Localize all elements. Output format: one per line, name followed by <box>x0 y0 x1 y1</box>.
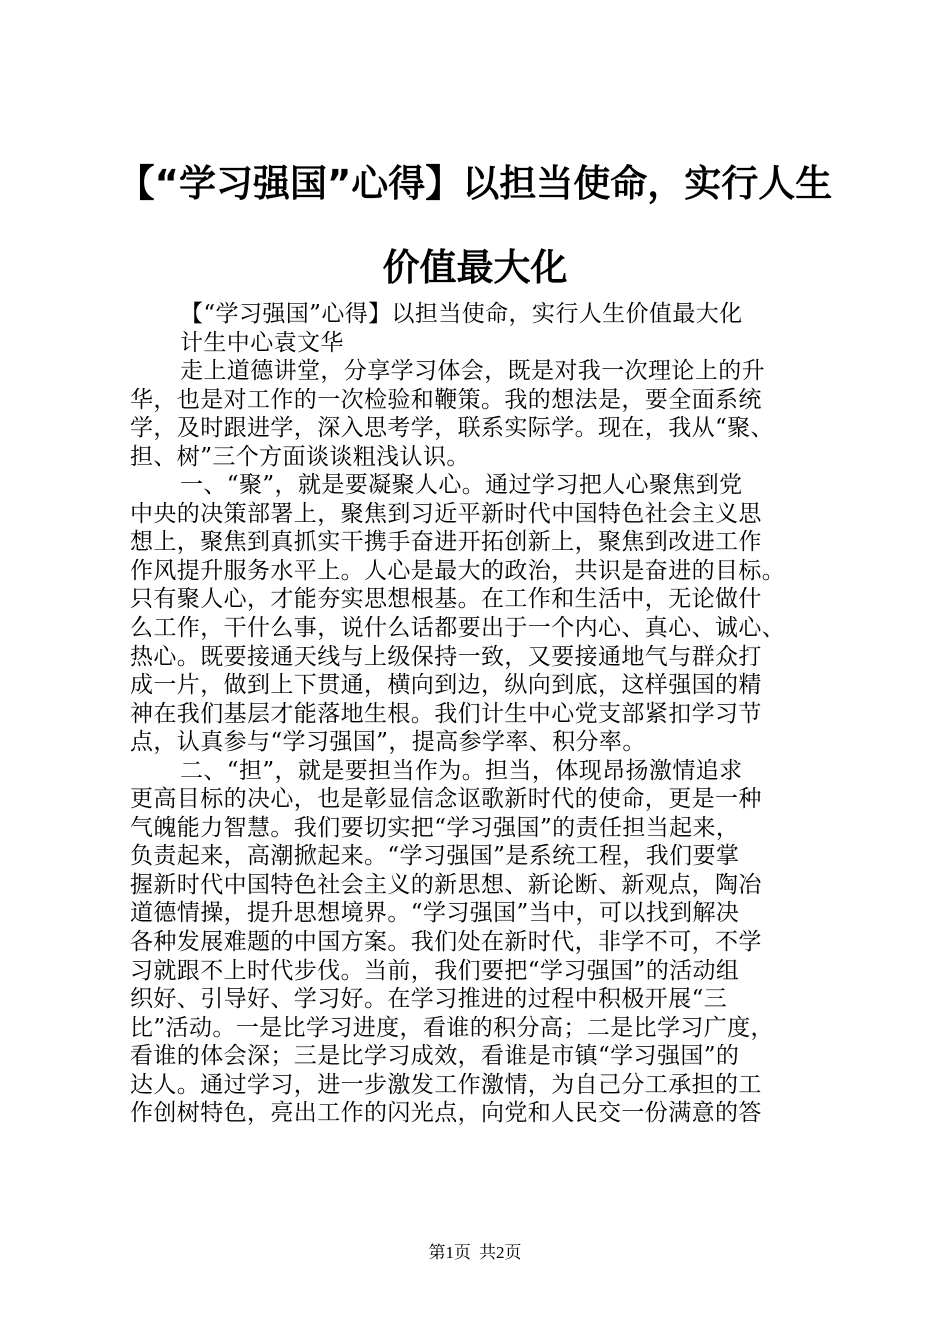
body-line: 华，也是对工作的一次检验和鞭策。我的想法是，要全面系统 <box>130 386 762 413</box>
body-line: 习就跟不上时代步伐。当前，我们要把“学习强国”的活动组 <box>130 957 740 984</box>
body-line: 作创树特色，亮出工作的闪光点，向党和人民交一份满意的答 <box>130 1100 762 1127</box>
body-line: 作风提升服务水平上。人心是最大的政治，共识是奋进的目标。 <box>130 557 786 584</box>
body-line: 中央的决策部署上，聚焦到习近平新时代中国特色社会主义思 <box>130 500 762 527</box>
body-line: 握新时代中国特色社会主义的新思想、新论断、新观点，陶冶 <box>130 871 762 898</box>
body-line: 神在我们基层才能落地生根。我们计生中心党支部紧扣学习节 <box>130 700 762 727</box>
body-line: 二、“担”，就是要担当作为。担当，体现昂扬激情追求 <box>180 757 743 784</box>
document-title-line-1: 【“学习强国”心得】以担当使命，实行人生 <box>117 162 833 205</box>
body-line: 热心。既要接通天线与上级保持一致，又要接通地气与群众打 <box>130 643 762 670</box>
body-line: 道德情操，提升思想境界。“学习强国”当中，可以找到解决 <box>130 900 740 927</box>
page-number: 第1页 <box>428 1243 471 1262</box>
body-line: 想上，聚焦到真抓实干携手奋进开拓创新上，聚焦到改进工作 <box>130 529 762 556</box>
body-line: 负责起来，高潮掀起来。“学习强国”是系统工程，我们要掌 <box>130 843 740 870</box>
body-line: 更高目标的决心，也是彰显信念讴歌新时代的使命，更是一种 <box>130 786 762 813</box>
body-line: 达人。通过学习，进一步激发工作激情，为自己分工承担的工 <box>130 1071 762 1098</box>
body-line: 比”活动。一是比学习进度，看谁的积分高；二是比学习广度， <box>130 1014 774 1041</box>
body-line: 【“学习强国”心得】以担当使命，实行人生价值最大化 <box>180 301 743 327</box>
page-total: 共2页 <box>479 1243 522 1262</box>
body-line: 气魄能力智慧。我们要切实把“学习强国”的责任担当起来， <box>130 814 740 841</box>
body-line: 织好、引导好、学习好。在学习推进的过程中积极开展“三 <box>130 986 728 1013</box>
body-line: 点，认真参与“学习强国”，提高参学率、积分率。 <box>130 729 646 756</box>
document-title-line-2: 价值最大化 <box>382 246 568 289</box>
document-body <box>130 300 830 1128</box>
body-line: 看谁的体会深；三是比学习成效，看谁是市镇“学习强国”的 <box>130 1043 740 1070</box>
body-line: 学，及时跟进学，深入思考学，联系实际学。现在，我从“聚、 <box>130 415 774 442</box>
body-line: 担、树”三个方面谈谈粗浅认识。 <box>130 443 470 470</box>
body-line: 一、“聚”，就是要凝聚人心。通过学习把人心聚焦到党 <box>180 472 743 499</box>
body-line: 计生中心袁文华 <box>180 329 344 356</box>
body-line: 走上道德讲堂，分享学习体会，既是对我一次理论上的升 <box>180 358 765 385</box>
page-footer <box>0 1242 950 1264</box>
body-line: 么工作，干什么事，说什么话都要出于一个内心、真心、诚心、 <box>130 615 786 642</box>
body-line: 成一片，做到上下贯通，横向到边，纵向到底，这样强国的精 <box>130 672 762 699</box>
body-line: 各种发展难题的中国方案。我们处在新时代，非学不可，不学 <box>130 929 762 956</box>
body-line: 只有聚人心，才能夯实思想根基。在工作和生活中，无论做什 <box>130 586 762 613</box>
